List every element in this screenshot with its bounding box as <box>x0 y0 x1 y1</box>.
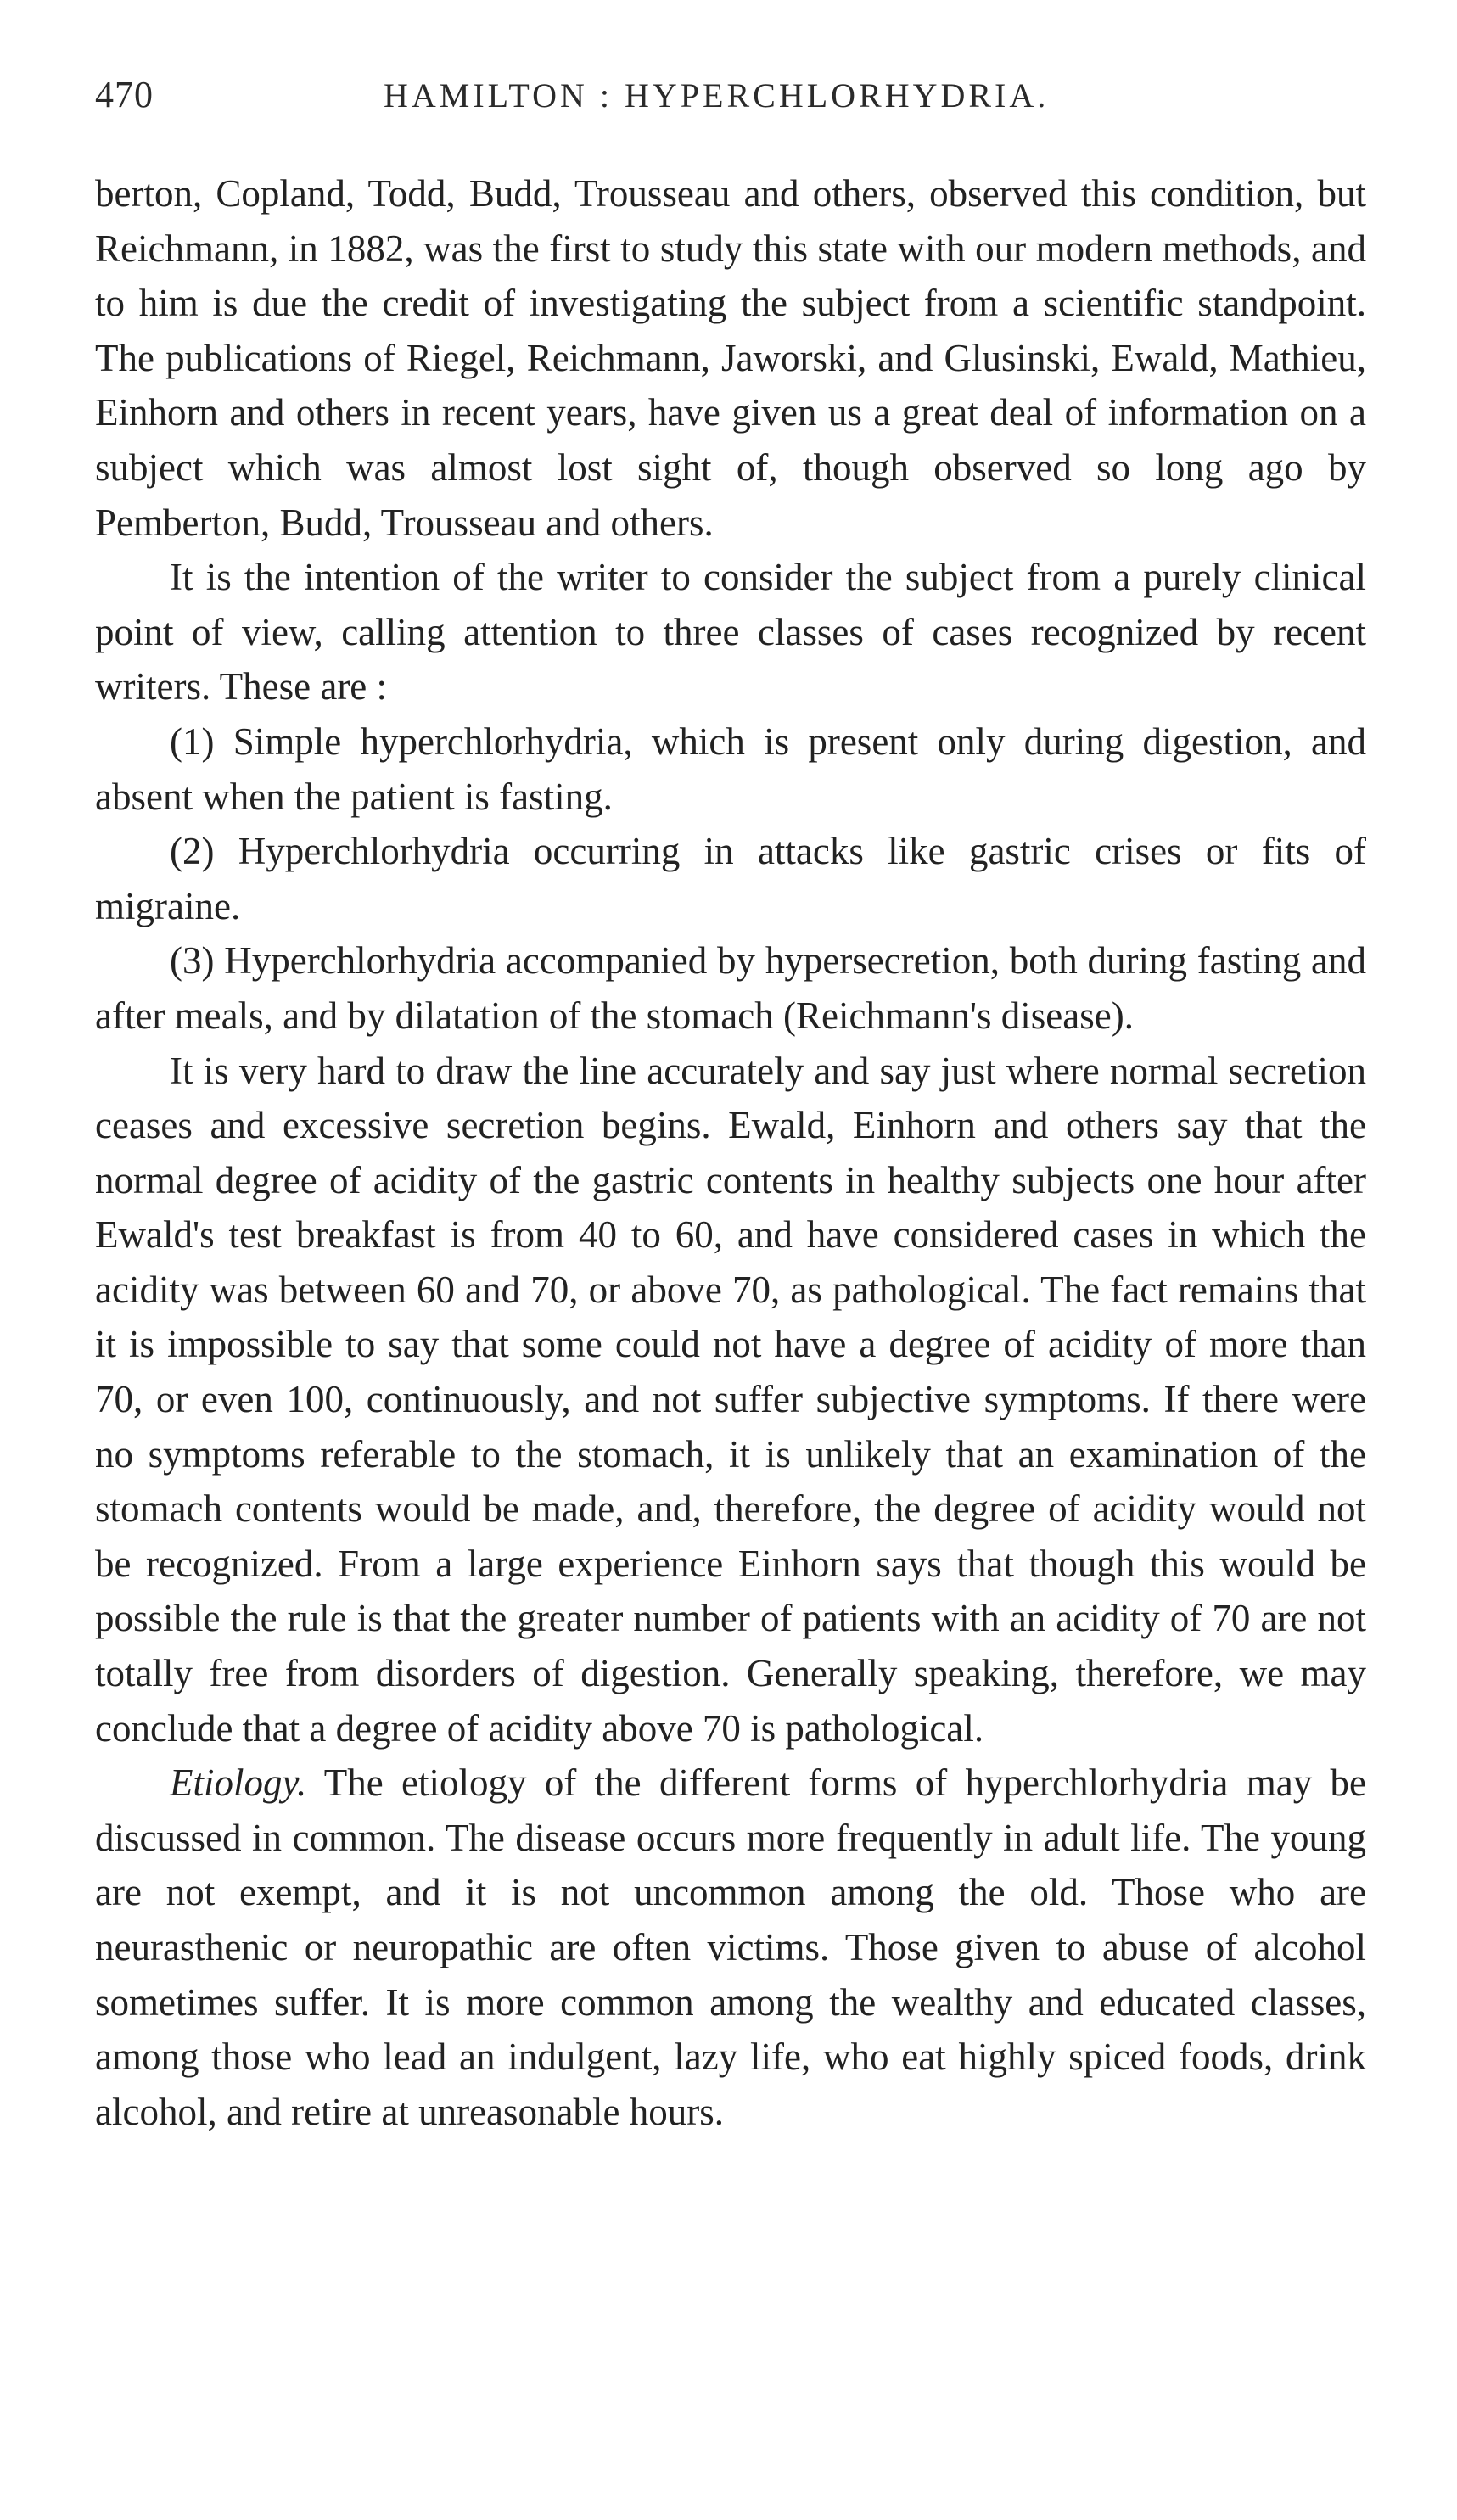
etiology-text: The etiology of the different forms of hyperchlorhydria may be discussed in common. The disease occurs more frequently in adult life. The young are not exempt, and it is not uncommon among the old. Those who are neurasthenic or neuropathic are often victims. Those given to abuse of alcohol sometimes suffer. It is more common among the wealthy and educated classes, among those who lead an indulgent, lazy life, who eat highly spiced foods, drink alcohol, and retire at unreasonable hours. <box>95 1761 1366 2133</box>
list-item-1: (1) Simple hyperchlorhydria, which is present only during digestion, and absent when the patient is fasting. <box>95 720 1366 818</box>
paragraph-intention: It is the intention of the writer to consider the subject from a purely clinical point of view, calling attention to three classes of cases recognized by recent writers. These are : <box>95 556 1366 708</box>
list-item-3: (3) Hyperchlorhydria accompanied by hypersecretion, both during fasting and after meals, and by dilatation of the stomach (Reichmann's disease). <box>95 939 1366 1037</box>
book-page <box>95 68 1366 2139</box>
running-head: HAMILTON : HYPERCHLORHYDRIA. <box>384 76 1050 115</box>
etiology-heading: Etiology. <box>170 1761 307 1805</box>
paragraph-continuation: berton, Copland, Todd, Budd, Trousseau and others, observed this condition, but Reichmann, in 1882, was the first to study this state with our modern methods, and to him is due the credit of investigating the subject from a scientific standpoint. The publications of Riegel, Reichmann, Jaworski, and Glusinski, Ewald, Mathieu, Einhorn and others in recent years, have given us a great deal of information on a subject which was almost lost sight of, though observed so long ago by Pemberton, Budd, Trousseau and others. <box>95 172 1366 544</box>
page-number: 470 <box>95 74 154 115</box>
list-item-2: (2) Hyperchlorhydria occurring in attacks like gastric crises or fits of migraine. <box>95 830 1366 927</box>
paragraph-acidity: It is very hard to draw the line accurately and say just where normal secretion ceases and excessive secretion begins. Ewald, Einhorn and others say that the normal degree of acidity of the gastric contents in healthy subjects one hour after Ewald's test breakfast is from 40 to 60, and have considered cases in which the acidity was between 60 and 70, or above 70, as pathological. The fact remains that it is impossible to say that some could not have a degree of acidity of more than 70, or even 100, continuously, and not suffer subjective symptoms. If there were no symptoms referable to the stomach, it is unlikely that an examination of the stomach contents would be made, and, therefore, the degree of acidity would not be recognized. From a large experience Einhorn says that though this would be possible the rule is that the greater number of patients with an acidity of 70 are not totally free from disorders of digestion. Generally speaking, therefore, we may conclude that a degree of acidity above 70 is pathological. <box>95 1049 1366 1750</box>
paragraph-etiology <box>95 1756 1366 2139</box>
page-header <box>95 68 1366 122</box>
